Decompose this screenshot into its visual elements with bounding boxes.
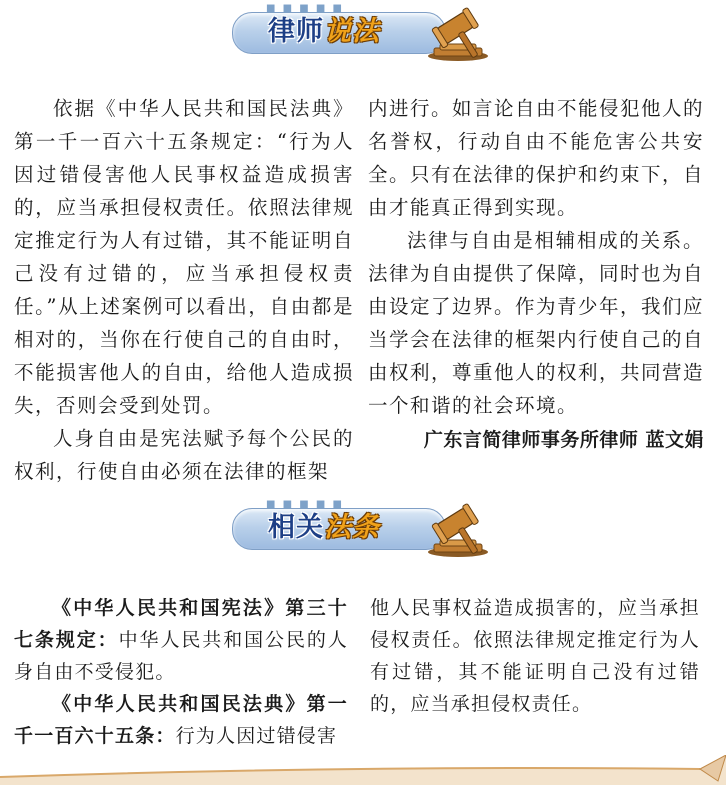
section-title-part1: 相关	[268, 512, 324, 543]
page-curl-decoration	[0, 755, 726, 785]
gavel-icon	[420, 500, 502, 558]
statute-item	[14, 592, 348, 688]
statute-title: 《中华人民共和国宪法》第三十七条规定：	[14, 597, 348, 651]
section-banner-lawyer-says	[232, 4, 497, 62]
statute-title: 《中华人民共和国民法典》第一千一百六十五条：	[14, 693, 348, 747]
article-paragraph: 人身自由是宪法赋予每个公民的权利，行使自由必须在法律的框架	[14, 427, 354, 483]
banner-decor-dots: ■ ■ ■ ■ ■	[266, 499, 344, 510]
article-paragraph: 法律与自由是相辅相成的关系。法律为自由提供了保障，同时也为自由设定了边界。作为青少年，我们应当学会在法律的框架内行使自己的自由权利，尊重他人的权利，共同营造一个和谐的社会环境。	[368, 229, 705, 417]
article-right-column	[368, 92, 704, 457]
section-title-part2: 法条	[324, 512, 380, 543]
gavel-icon	[420, 4, 502, 62]
article-left-column	[14, 92, 354, 488]
statute-text: 他人民事权益造成损害的，应当承担侵权责任。依照法律规定推定行为人有过错，其不能证明自己没有过错的，应当承担侵权责任。	[370, 597, 700, 715]
article-paragraph: 内进行。如言论自由不能侵犯他人的名誉权，行动自由不能危害公共安全。只有在法律的保护和约束下，自由才能真正得到实现。	[368, 97, 705, 219]
section-title-part1: 律师	[268, 16, 324, 47]
article-paragraph: 依据《中华人民共和国民法典》第一千一百六十五条规定：“行为人因过错侵害他人民事权益造成损害的，应当承担侵权责任。依照法律规定推定行为人有过错，其不能证明自己没有过错的，应当承担侵权责任。”从上述案例可以看出，自由都是相对的，当你在行使自己的自由时，不能损害他人的自由，给他人造成损失，否则会受到处罚。	[14, 97, 354, 417]
statutes-left-column	[14, 592, 348, 752]
author-signature: 广东言简律师事务所律师 蓝文娟	[423, 429, 704, 451]
banner-decor-dots: ■ ■ ■ ■ ■	[266, 3, 344, 14]
section-title-part2: 说法	[324, 16, 380, 47]
statute-text: 中华人民共和国公民的人身自由不受侵犯。	[14, 629, 348, 683]
section-banner-related-statutes	[232, 500, 497, 558]
section-title	[268, 14, 380, 50]
statutes-right-column	[370, 592, 700, 720]
statute-text: 行为人因过错侵害	[175, 725, 338, 747]
statute-item	[14, 688, 348, 752]
section-title	[268, 510, 380, 546]
